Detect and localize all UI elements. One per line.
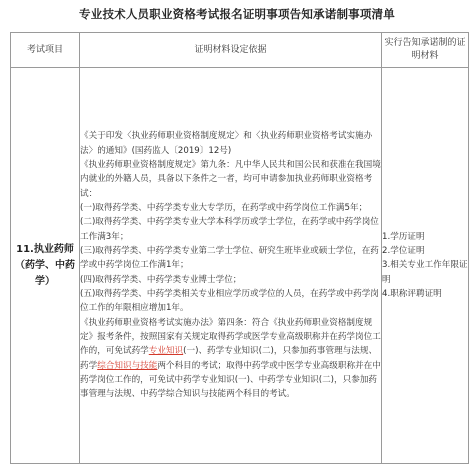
basis-paragraph-article4 [80,316,381,402]
basis-condition-5: (五)取得药学类、中药学类相关专业相应学历或学位的人员，在药学或中药学岗位工作的年限相应增加1年。 [80,289,379,314]
article4-text-start: 《执业药师职业资格考试实施办法》第四条：符合《执业药师职业资格制度规定》报考条件，按照国家有关规定取得药学或医学专业高级职称并在药学岗位工作的，可免试药学 [80,317,381,357]
material-item: 2.学位证明 [382,245,425,256]
basis-condition-4: (四)取得药学类、中药学类专业博士学位； [80,274,242,285]
exam-item-name-line1: 11.执业药师 [16,243,74,255]
exam-item-cell [11,68,80,464]
basis-paragraph-notice: 《关于印发〈执业药师职业资格制度规定〉和〈执业药师职业资格考试实施办法〉的通知》(国药监人〔2019〕12号) [80,131,373,156]
material-item: 3.相关专业工作年限证明 [382,260,468,285]
article4-text-end: 两个科目的考试；取得中药学或中医学专业高级职称并在中药学岗位工作的，可免试中药学专业知识(一)、中药学专业知识(二)，只参加药事管理与法规、中药学综合知识与技能两个科目的考试。 [80,360,381,400]
header-materials-label: 实行告知承诺制的证明材料 [384,38,466,61]
article4-text-middle: (一)、药学专业知识(二)，只参加药事管理与法规、药学 [80,346,378,371]
basis-condition-2: (二)取得药学类、中药学类专业大学本科学历或学士学位，在药学或中药学岗位工作满3年； [80,217,379,242]
material-item: 4.职称评聘证明 [382,289,442,300]
link-comprehensive-knowledge[interactable]: 综合知识与技能 [97,360,158,371]
basis-paragraph-article9: 《执业药师职业资格制度规定》第九条：凡中华人民共和国公民和获准在我国境内就业的外籍人员，具备以下条件之一者，均可申请参加执业药师职业资格考试： [80,159,381,199]
page-title: 专业技术人员职业资格考试报名证明事项告知承诺制事项清单 [79,7,395,21]
requirements-table [10,32,469,464]
exam-item-name-line2: （药学、中药 [15,259,75,271]
materials-cell [382,68,469,464]
basis-condition-3: (三)取得药学类、中药学类专业第二学士学位、研究生班毕业或硕士学位，在药学或中药学岗位工作满1年； [80,245,379,271]
link-professional-knowledge[interactable]: 专业知识 [148,346,184,357]
basis-cell [80,68,382,464]
material-item: 1.学历证明 [382,231,425,242]
header-exam-item: 考试项目 [11,33,80,68]
table-row [11,68,469,464]
basis-condition-1: (一)取得药学类、中药学类专业大专学历，在药学或中药学岗位工作满5年； [80,202,368,213]
header-basis: 证明材料设定依据 [80,33,382,68]
exam-item-name-line3: 学） [35,275,55,287]
header-materials [382,33,469,68]
table-header-row [11,33,469,68]
